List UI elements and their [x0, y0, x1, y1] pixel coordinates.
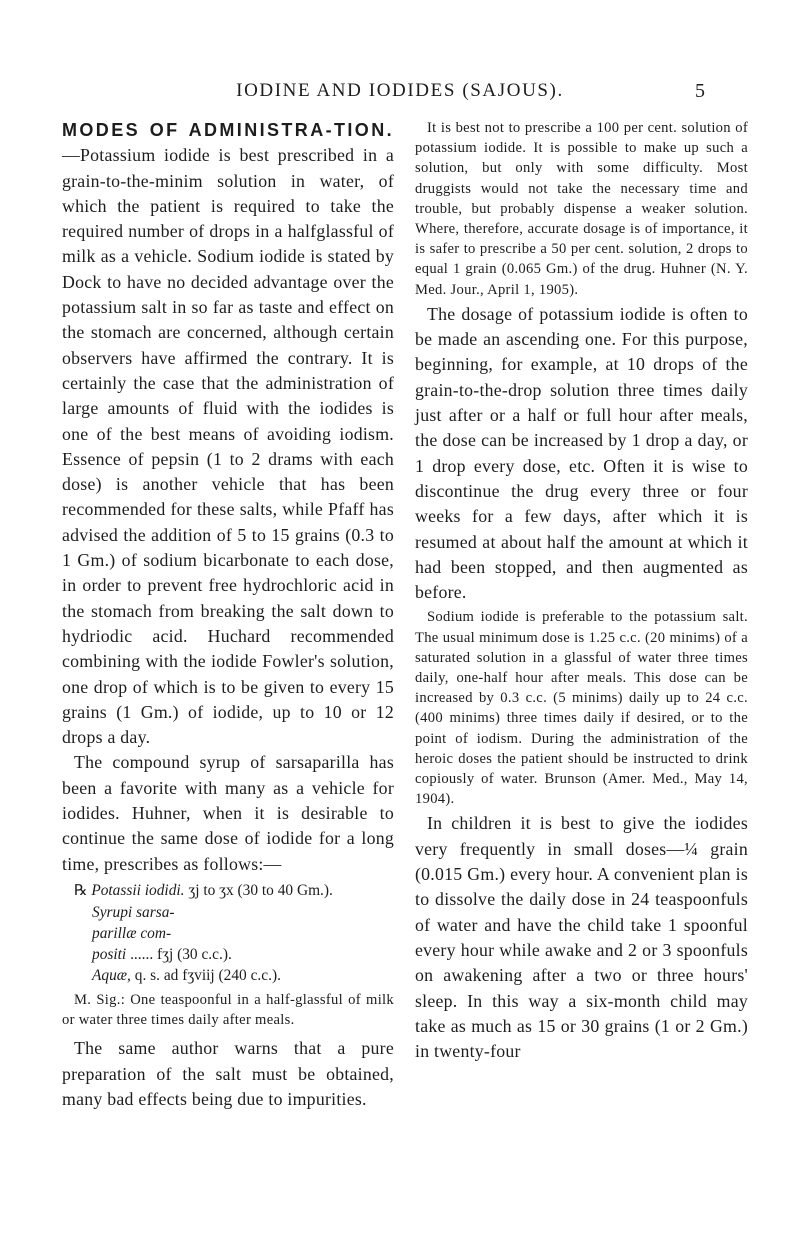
- prescription-line: [74, 880, 394, 902]
- right-column: [415, 118, 748, 1064]
- ingredient-dose: fʒj (30 c.c.).: [157, 945, 232, 963]
- ingredient-dose: q. s. ad fʒviij (240 c.c.).: [134, 966, 281, 984]
- prescription-line: [74, 944, 394, 965]
- ingredient-name: parillæ com-: [92, 924, 172, 942]
- ingredient-name: positi: [92, 945, 127, 963]
- running-head: [0, 80, 800, 110]
- section-heading: MODES OF ADMINISTRA-TION.: [62, 120, 394, 140]
- citation-paragraph-brunson: Sodium iodide is preferable to the potassium salt. The usual minimum dose is 1.25 c.c. (20 minims) of a saturated solution in a glassful of water three times daily, one-half hour after meals. This dose can be increased by 0.3 c.c. (5 minims) daily up to 24 c.c. (400 minims) three times daily if desired, or to the point of iodism. During the administration of the heroic doses the patient should be instructed to drink copiously of water. Brunson (Amer. Med., May 14, 1904).: [415, 609, 748, 808]
- citation-paragraph-huhner: It is best not to prescribe a 100 per cent. solution of potassium iodide. It is possible to make up such a solution, but only with some difficulty. Most druggists would not take the necessary time and trouble, but probably dispense a weaker solution. Where, therefore, accurate dosage is of importance, it is safer to prescribe a 50 per cent. solution, 2 drops to equal 1 grain (0.065 Gm.) of the drug. Huhner (N. Y. Med. Jour., April 1, 1905).: [415, 120, 748, 298]
- ingredient-name: Aquæ,: [92, 966, 131, 984]
- ingredient-name: Potassii iodidi.: [91, 881, 185, 899]
- modes-of-administration-paragraph: [62, 118, 394, 750]
- left-column: [62, 118, 394, 1112]
- sarsaparilla-paragraph: The compound syrup of sarsaparilla has been a favorite with many as a vehicle for iodides. Huhner, when it is desirable to continue the same dose of iodide for a long time, prescribes as follows:—: [62, 752, 394, 874]
- paragraph-text: —Potassium iodide is best prescribed in a grain-to-the-minim solution in water, of which the patient is required to take the required number of drops in a halfglassful of milk as a vehicle. Sodium iodide is stated by Dock to have no decided advantage over the potassium salt in so far as taste and effect on the stomach are concerned, although certain observers have affirmed the contrary. It is certainly the case that the administration of large amounts of fluid with the iodides is one of the best means of avoiding iodism. Essence of pepsin (1 to 2 drams with each dose) is another vehicle that has been recommended for these salts, while Pfaff has advised the addition of 5 to 15 grains (0.3 to 1 Gm.) of sodium bicarbonate to each dose, in order to prevent free hydrochloric acid in the stomach from breaking the salt down to hydriodic acid. Huchard recommended combining with the iodide Fowler's solution, one drop of which is to be given to every 15 grains (1 Gm.) of iodide, up to 10 or 12 drops a day.: [62, 145, 394, 748]
- ascending-dosage-paragraph: The dosage of potassium iodide is often to be made an ascending one. For this purpose, beginning, for example, at 10 drops of the grain-to-the-drop solution three times daily just after or a half or full hour after meals, the dose can be increased by 1 drop a day, or 1 drop every dose, etc. Often it is wise to discontinue the drug every three or four weeks for a few days, after which it is resumed at about half the amount at which it had been stopped, and then augmented as before.: [415, 303, 748, 603]
- prescription: [74, 880, 394, 986]
- ingredient-name: Syrupi sarsa-: [92, 903, 175, 921]
- children-dosage-paragraph: In children it is best to give the iodides very frequently in small doses—¼ grain (0.015 Gm.) every hour. A convenient plan is to dissolve the daily dose in 24 teaspoonfuls of water and have the child take 1 spoonful every hour while awake and 2 or 3 spoonfuls on awakening after a two or three hours' sleep. In this way a six-month child may take as much as 15 or 30 grains (1 or 2 Gm.) in twenty-four: [415, 813, 748, 1062]
- leader-dots: ......: [130, 945, 154, 963]
- prescription-line: [74, 965, 394, 986]
- ingredient-dose: ʒj to ʒx (30 to 40 Gm.).: [188, 881, 333, 899]
- purity-paragraph: The same author warns that a pure preparation of the salt must be obtained, many bad effects being due to impurities.: [62, 1038, 394, 1109]
- page-number: 5: [695, 80, 705, 102]
- recipe-symbol: ℞: [74, 882, 88, 899]
- running-title: IODINE AND IODIDES (SAJOUS).: [236, 80, 564, 101]
- signa-instructions: M. Sig.: One teaspoonful in a half-glassful of milk or water three times daily after meals.: [62, 991, 394, 1029]
